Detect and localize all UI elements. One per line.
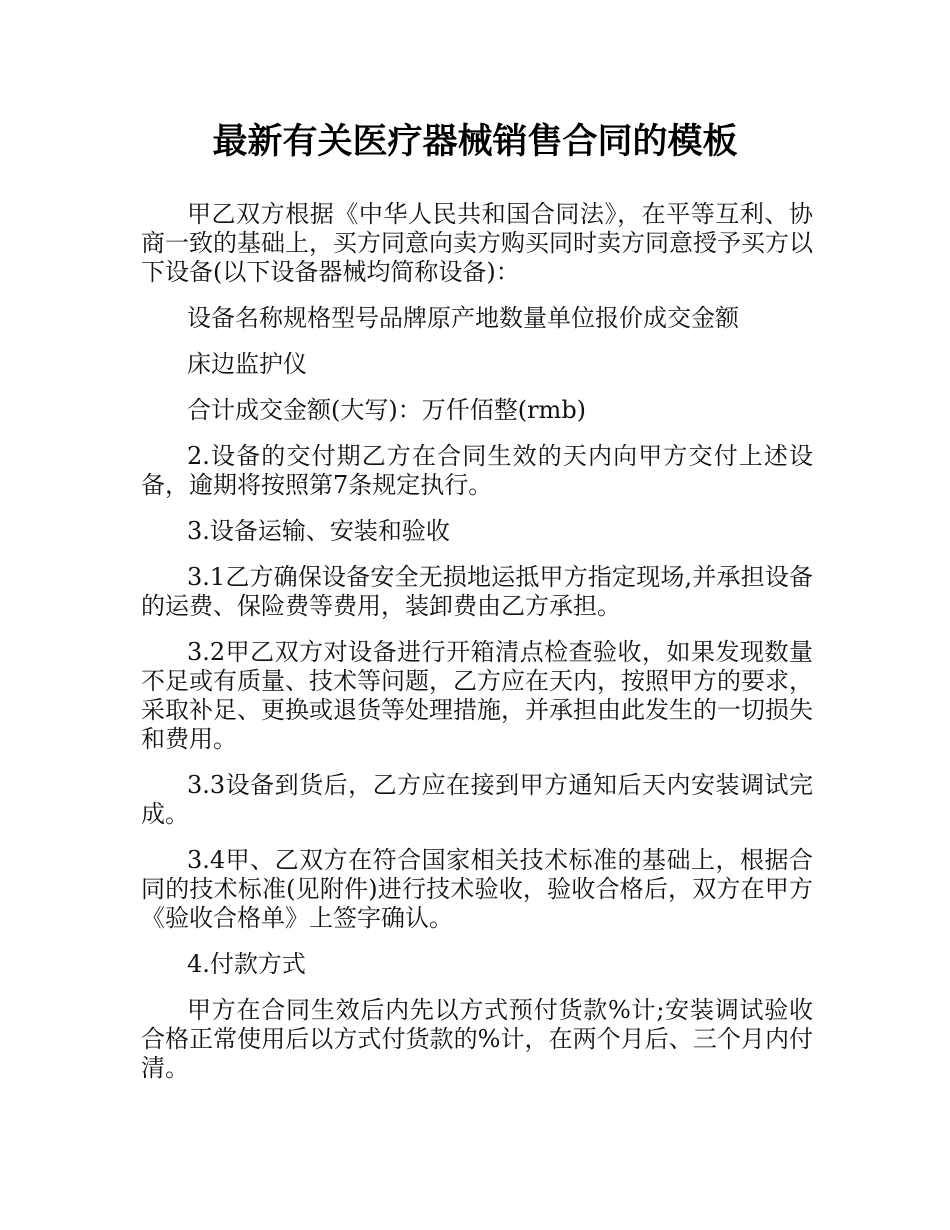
section-heading-payment: 4.付款方式 [187,950,306,978]
paragraph-3-1: 3.1乙方确保设备安全无损地运抵甲方指定现场,并承担设备的运费、保险费等费用，装卸费由乙方承担。 [141,563,813,620]
paragraph-intro: 甲乙双方根据《中华人民共和国合同法》，在平等互利、协商一致的基础上，买方同意向卖方购买同时卖方同意授予买方以下设备(以下设备器械均简称设备)： [141,200,813,286]
paragraph-total-amount: 合计成交金额(大写)：万仟佰整(rmb) [187,396,587,424]
paragraph-3-3: 3.3设备到货后，乙方应在接到甲方通知后天内安装调试完成。 [141,771,813,828]
paragraph-equipment-header: 设备名称规格型号品牌原产地数量单位报价成交金额 [187,304,739,332]
paragraph-delivery: 2.设备的交付期乙方在合同生效的天内向甲方交付上述设备，逾期将按照第7条规定执行。 [141,442,813,499]
paragraph-3-2: 3.2甲乙双方对设备进行开箱清点检查验收，如果发现数量不足或有质量、技术等问题，乙方应在天内，按照甲方的要求，采取补足、更换或退货等处理措施，并承担由此发生的一切损失和费用。 [141,638,813,753]
document-title: 最新有关医疗器械销售合同的模板 [212,122,738,162]
paragraph-3-4: 3.4甲、乙双方在符合国家相关技术标准的基础上，根据合同的技术标准(见附件)进行技术验收，验收合格后，双方在甲方《验收合格单》上签字确认。 [141,846,813,932]
paragraph-payment: 甲方在合同生效后内先以方式预付货款%计;安装调试验收合格正常使用后以方式付货款的%计，在两个月后、三个月内付清。 [141,996,813,1082]
paragraph-equipment-item: 床边监护仪 [187,350,307,378]
document-body [141,200,813,1100]
section-heading-transport: 3.设备运输、安装和验收 [187,517,450,545]
